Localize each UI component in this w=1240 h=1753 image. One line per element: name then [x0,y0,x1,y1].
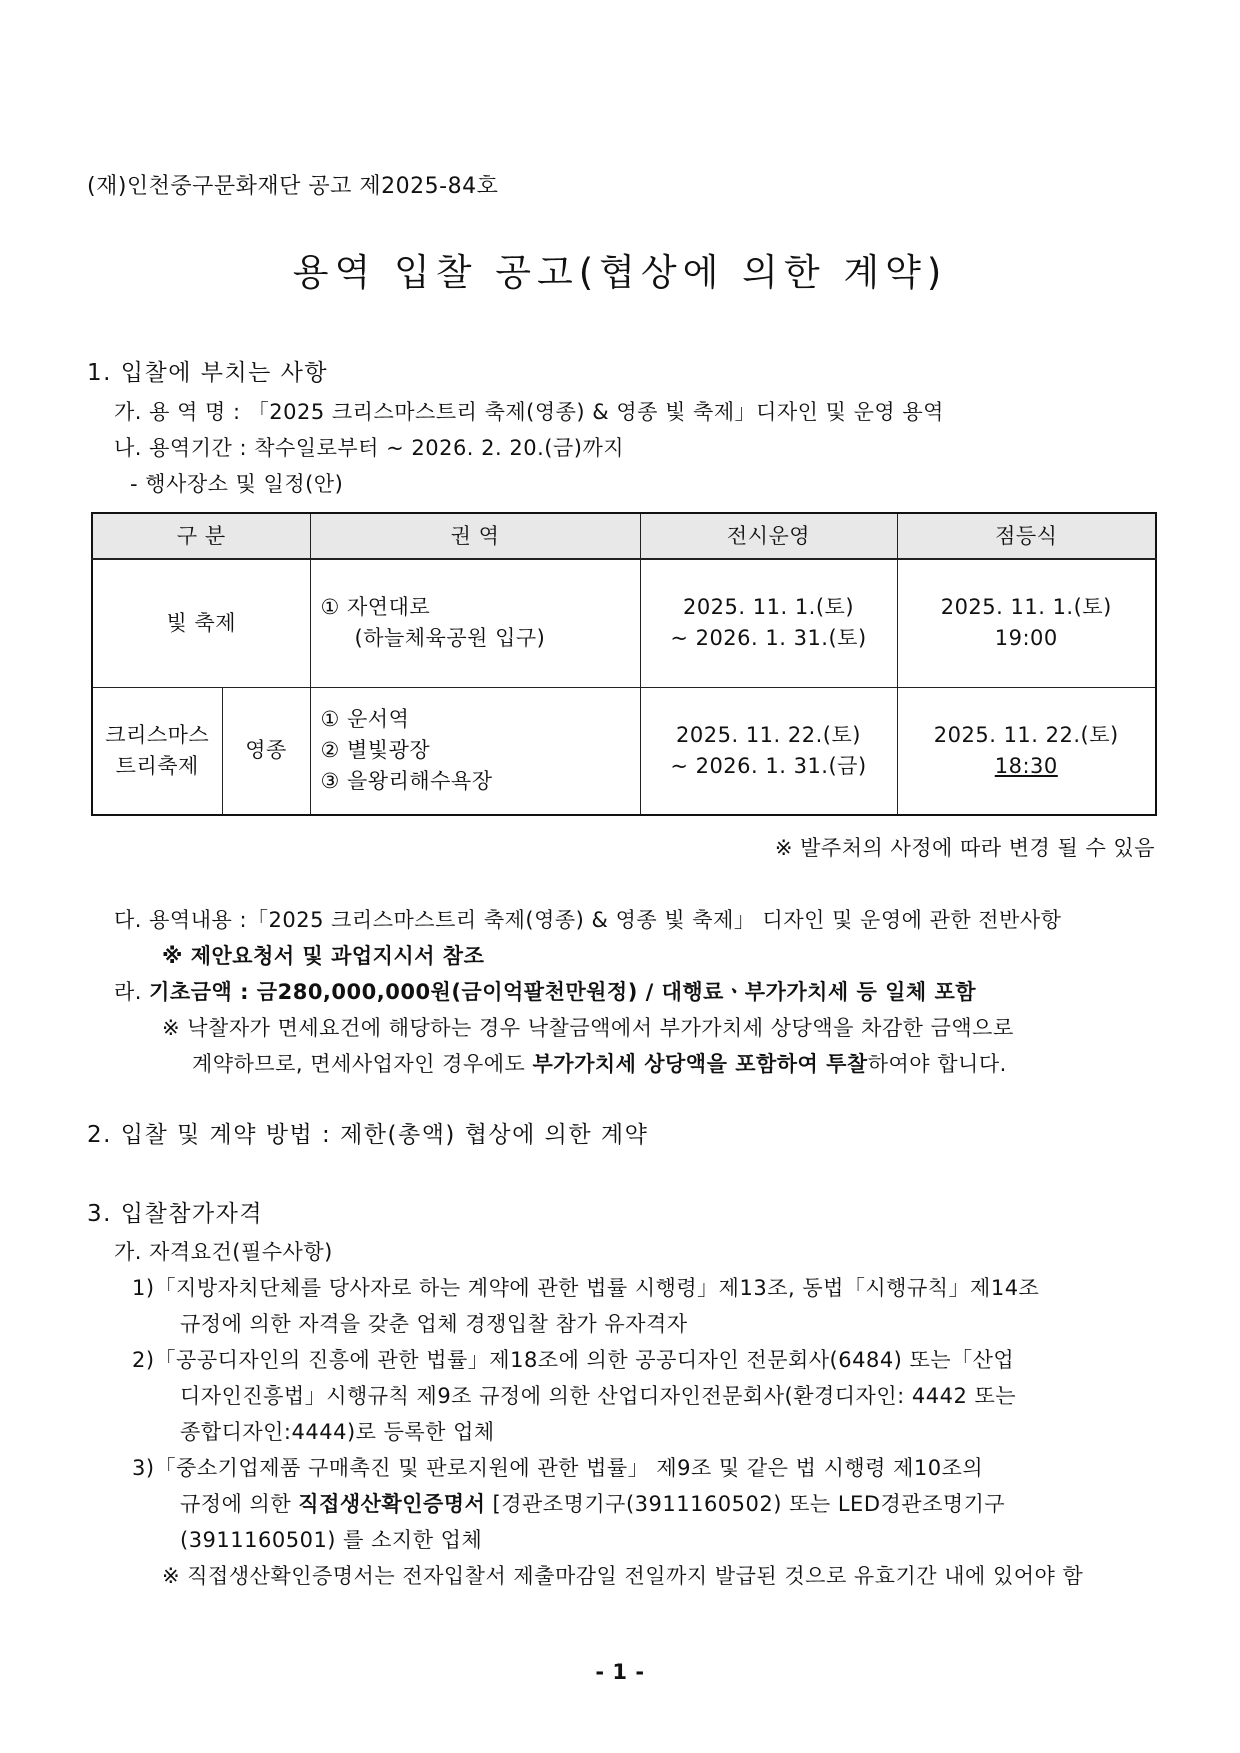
schedule-table [91,512,1157,816]
row1-lighting [897,559,1156,687]
page-title: 용역 입찰 공고(협상에 의한 계약) [292,251,948,294]
exhibit-end: ~ 2026. 1. 31.(금) [670,753,867,778]
document-number: (재)인천중구문화재단 공고 제2025-84호 [87,174,499,199]
qualification-heading: 가. 자격요건(필수사항) [114,1240,333,1264]
row2-venue [310,687,640,815]
page-number: - 1 - [595,1660,645,1684]
venue-line: ① 자연대로 [320,595,431,620]
qualification-item-2: 2)「공공디자인의 진흥에 관한 법률」제18조에 의한 공공디자인 전문회사(6484) 또는「산업 [132,1348,1015,1372]
schedule-label: - 행사장소 및 일정(안) [130,472,344,496]
row1-category: 빛 축제 [92,559,310,687]
section-3-heading: 3. 입찰참가자격 [87,1201,264,1227]
tax-note-part: 계약하므로, 면세사업자인 경우에도 [192,1052,533,1076]
service-content-line: 다. 용역내용 :「2025 크리스마스트리 축제(영종) & 영종 빛 축제」 디자인 및 운영에 관한 전반사항 [114,908,1062,932]
tax-note-part: 하여야 합니다. [867,1052,1007,1076]
exhibit-end: ~ 2026. 1. 31.(토) [670,626,867,651]
base-amount-text: 기초금액 : 금280,000,000원(금이억팔천만원정) / 대행료ㆍ부가가치세 등 일체 포함 [149,980,977,1004]
exhibit-start: 2025. 11. 22.(토) [676,722,861,747]
qualification-item-2-cont: 종합디자인:4444)로 등록한 업체 [180,1420,495,1444]
qualification-item-3-cont: (3911160501) 를 소지한 업체 [180,1528,483,1552]
service-period-line: 나. 용역기간 : 착수일로부터 ~ 2026. 2. 20.(금)까지 [114,436,625,460]
category-line: 트리축제 [115,753,199,778]
tax-note-line2 [192,1049,1007,1079]
header-lighting: 점등식 [897,513,1156,559]
row2-subcategory: 영종 [222,687,310,815]
row2-lighting [897,687,1156,815]
qualification-item-1: 1)「지방자치단체를 당사자로 하는 계약에 관한 법률 시행령」제13조, 동법「시행규칙」제14조 [132,1276,1040,1300]
row2-exhibit [640,687,897,815]
header-venue: 권 역 [310,513,640,559]
tax-note-emphasis: 부가가치세 상당액을 포함하여 투찰 [532,1052,868,1076]
table-row [92,687,1156,815]
service-name-line: 가. 용 역 명 : 「2025 크리스마스트리 축제(영종) & 영종 빛 축제」디자인 및 운영 용역 [114,400,944,424]
exhibit-start: 2025. 11. 1.(토) [682,595,855,620]
table-note: ※ 발주처의 사정에 따라 변경 될 수 있음 [774,836,1155,860]
venue-line: ② 별빛광장 [320,738,431,763]
service-content-note: ※ 제안요청서 및 과업지시서 참조 [162,944,485,968]
header-category: 구 분 [92,513,310,559]
row1-venue [310,559,640,687]
venue-line: ③ 을왕리해수욕장 [320,769,493,794]
base-amount-line [114,977,976,1007]
lighting-time: 19:00 [994,626,1058,651]
base-amount-prefix: 라. [114,980,150,1004]
qualification-item-2-cont: 디자인진흥법」시행규칙 제9조 규정에 의한 산업디자인전문회사(환경디자인: 4442 또는 [180,1384,1017,1408]
tax-note-line1: ※ 낙찰자가 면세요건에 해당하는 경우 낙찰금액에서 부가가치세 상당액을 차감한 금액으로 [162,1016,1014,1040]
lighting-time: 18:30 [994,753,1058,778]
table-header-row [92,513,1156,559]
qualification-item-1-cont: 규정에 의한 자격을 갖춘 업체 경쟁입찰 참가 유자격자 [180,1312,688,1336]
table-row [92,559,1156,687]
header-exhibit: 전시운영 [640,513,897,559]
lighting-date: 2025. 11. 1.(토) [940,595,1112,620]
qualification-item-3: 3)「중소기업제품 구매촉진 및 판로지원에 관한 법률」 제9조 및 같은 법 시행령 제10조의 [132,1456,984,1480]
category-line: 크리스마스 [105,722,210,747]
section-2-heading: 2. 입찰 및 계약 방법 : 제한(총액) 협상에 의한 계약 [87,1122,649,1148]
lighting-date: 2025. 11. 22.(토) [933,722,1119,747]
row1-exhibit [640,559,897,687]
item3-part: [경관조명기구(3911160502) 또는 LED경관조명기구 [485,1492,1006,1516]
item3-part: 규정에 의한 [180,1492,299,1516]
certificate-note: ※ 직접생산확인증명서는 전자입찰서 제출마감일 전일까지 발급된 것으로 유효기간 내에 있어야 함 [162,1564,1084,1588]
qualification-item-3-cont [180,1489,1005,1519]
venue-line: (하늘체육공원 입구) [354,626,546,651]
item3-emphasis: 직접생산확인증명서 [298,1492,486,1516]
venue-line: ① 운서역 [320,707,410,732]
section-1-heading: 1. 입찰에 부치는 사항 [87,360,329,386]
row2-category [92,687,222,815]
